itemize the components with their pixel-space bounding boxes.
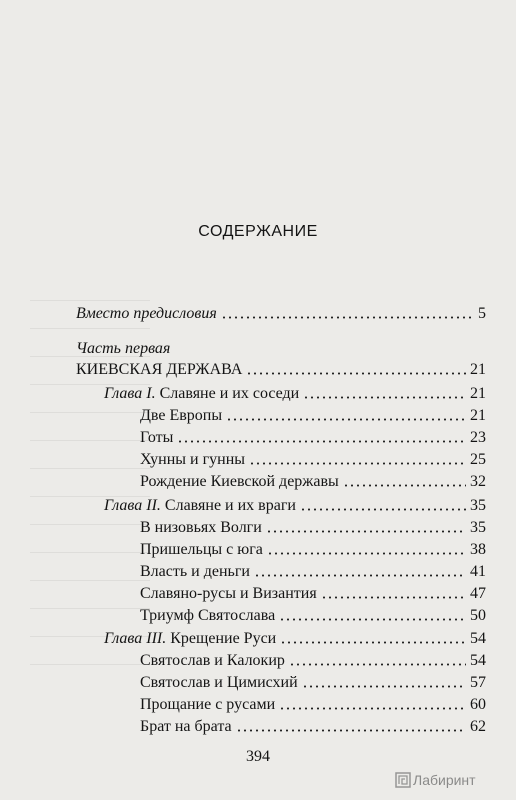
section-title: Две Европы <box>140 407 223 424</box>
section-title: Триумф Святослава <box>140 607 276 624</box>
toc-page: 21 <box>470 361 486 378</box>
toc-row-chapter <box>104 630 486 648</box>
toc-row-section <box>140 541 486 559</box>
toc-page: 54 <box>470 652 486 669</box>
toc-page: 38 <box>470 541 486 558</box>
chapter-title: Славяне и их соседи <box>159 385 300 402</box>
leader-dots <box>321 596 466 599</box>
toc-row-chapter <box>104 385 486 403</box>
watermark-logo <box>395 772 476 788</box>
toc-page: 62 <box>470 718 486 735</box>
leader-dots <box>280 641 466 644</box>
section-title: Рождение Киевской державы <box>140 473 339 490</box>
toc-page: 57 <box>470 674 486 691</box>
toc-label: Вместо предисловия <box>76 305 217 322</box>
leader-dots <box>236 729 466 732</box>
page-title: СОДЕРЖАНИЕ <box>198 223 318 240</box>
section-title: Готы <box>140 429 174 446</box>
page-number: 394 <box>246 748 270 765</box>
leader-dots <box>343 484 466 487</box>
leader-dots <box>267 552 466 555</box>
toc-row-section <box>140 696 486 714</box>
leader-dots <box>266 530 466 533</box>
toc-row-section <box>140 429 486 447</box>
chapter-title: Славяне и их враги <box>164 497 296 514</box>
toc-row-section <box>140 519 486 537</box>
toc-page: 47 <box>470 585 486 602</box>
leader-dots <box>289 663 466 666</box>
leader-dots <box>246 372 466 375</box>
toc-page: 35 <box>470 497 486 514</box>
toc-row-part <box>76 361 486 379</box>
toc-row-section <box>140 473 486 491</box>
toc-row-section <box>140 718 486 736</box>
toc-page: 32 <box>470 473 486 490</box>
section-title: Святослав и Цимисхий <box>140 674 298 691</box>
toc-row-preface <box>76 305 486 323</box>
toc-page: 41 <box>470 563 486 580</box>
leader-dots <box>279 707 466 710</box>
chapter-prefix: Глава II. <box>104 497 161 514</box>
toc-page: 35 <box>470 519 486 536</box>
leader-dots <box>221 316 474 319</box>
toc-page: 21 <box>470 407 486 424</box>
section-title: Хунны и гунны <box>140 451 246 468</box>
section-title: Власть и деньги <box>140 563 250 580</box>
toc-row-chapter <box>104 497 486 515</box>
toc-label: КИЕВСКАЯ ДЕРЖАВА <box>76 361 243 378</box>
toc-row-section <box>140 652 486 670</box>
leader-dots <box>177 440 466 443</box>
leader-dots <box>279 618 466 621</box>
part-label: Часть первая <box>76 340 171 357</box>
toc-page: 60 <box>470 696 486 713</box>
section-title: Прощание с русами <box>140 696 276 713</box>
toc-page: 5 <box>478 305 486 322</box>
section-title: В низовьях Волги <box>140 519 262 536</box>
toc-row-section <box>140 407 486 425</box>
section-title: Славяно-русы и Византия <box>140 585 317 602</box>
leader-dots <box>302 685 466 688</box>
leader-dots <box>254 574 466 577</box>
section-title: Пришельцы с юга <box>140 541 263 558</box>
chapter-title: Крещение Руси <box>170 630 277 647</box>
section-title: Брат на брата <box>140 718 232 735</box>
toc-page: 50 <box>470 607 486 624</box>
toc-row-section <box>140 451 486 469</box>
toc-page: 21 <box>470 385 486 402</box>
chapter-prefix: Глава III. <box>104 630 167 647</box>
toc-row-section <box>140 674 486 692</box>
chapter-prefix: Глава I. <box>104 385 156 402</box>
toc-page: 54 <box>470 630 486 647</box>
toc-row-section <box>140 585 486 603</box>
toc-page: 23 <box>470 429 486 446</box>
leader-dots <box>249 462 466 465</box>
toc-row-section <box>140 563 486 581</box>
toc-page: 25 <box>470 451 486 468</box>
watermark-text: Лабиринт <box>413 772 476 788</box>
leader-dots <box>300 508 466 511</box>
labyrinth-logo-icon <box>395 772 411 788</box>
section-title: Святослав и Калокир <box>140 652 285 669</box>
leader-dots <box>226 418 466 421</box>
toc-row-section <box>140 607 486 625</box>
leader-dots <box>303 396 466 399</box>
